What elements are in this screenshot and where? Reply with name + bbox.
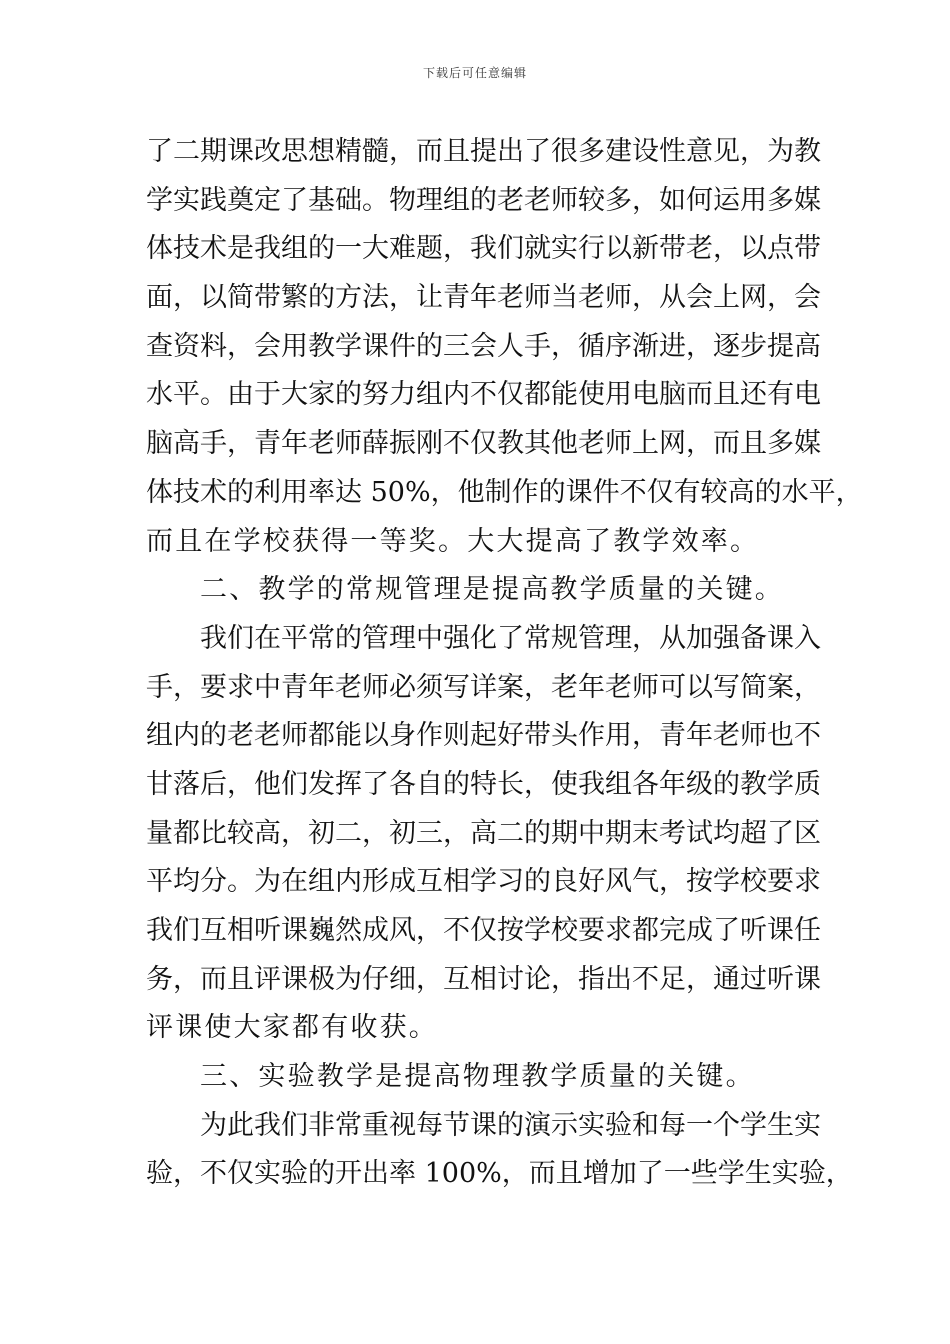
text-line: 甘落后，他们发挥了各自的特长，使我组各年级的教学质 (146, 768, 821, 800)
text-line: 评课使大家都有收获。 (146, 1012, 438, 1044)
text-line: 验，不仅实验的开出率 100%，而且增加了一些学生实验， (146, 1158, 853, 1190)
text-line: 组内的老老师都能以身作则起好带头作用，青年老师也不 (146, 720, 821, 752)
document-body (146, 128, 863, 1199)
text-line: 体技术是我组的一大难题，我们就实行以新带老，以点带 (146, 233, 821, 265)
text-line: 为此我们非常重视每节课的演示实验和每一个学生实 (200, 1109, 821, 1141)
text-line: 平均分。为在组内形成互相学习的良好风气，按学校要求 (146, 866, 821, 898)
text-line: 查资料，会用教学课件的三会人手，循序渐进，逐步提高 (146, 330, 821, 362)
text-line: 务，而且评课极为仔细，互相讨论，指出不足，通过听课 (146, 963, 821, 995)
page-header: 下载后可任意编辑 (422, 66, 527, 80)
text-line: 我们在平常的管理中强化了常规管理，从加强备课入 (200, 622, 821, 654)
text-line: 学实践奠定了基础。物理组的老老师较多，如何运用多媒 (146, 184, 821, 216)
text-line: 面，以简带繁的方法，让青年老师当老师，从会上网，会 (146, 282, 821, 314)
text-line: 了二期课改思想精髓，而且提出了很多建设性意见，为教 (146, 136, 821, 167)
section-heading: 三、实验教学是提高物理教学质量的关键。 (200, 1061, 755, 1093)
text-line: 水平。由于大家的努力组内不仅都能使用电脑而且还有电 (146, 379, 821, 411)
section-heading: 二、教学的常规管理是提高教学质量的关键。 (200, 574, 784, 606)
text-line: 量都比较高，初二，初三，高二的期中期末考试均超了区 (146, 817, 821, 849)
text-line: 体技术的利用率达 50%，他制作的课件不仅有较高的水平， (146, 476, 863, 508)
text-line: 手，要求中青年老师必须写详案，老年老师可以写简案， (146, 671, 821, 703)
text-line: 脑高手，青年老师薛振刚不仅教其他老师上网，而且多媒 (146, 428, 821, 460)
text-line: 我们互相听课巍然成风，不仅按学校要求都完成了听课任 (146, 915, 821, 946)
text-line: 而且在学校获得一等奖。大大提高了教学效率。 (146, 525, 760, 557)
